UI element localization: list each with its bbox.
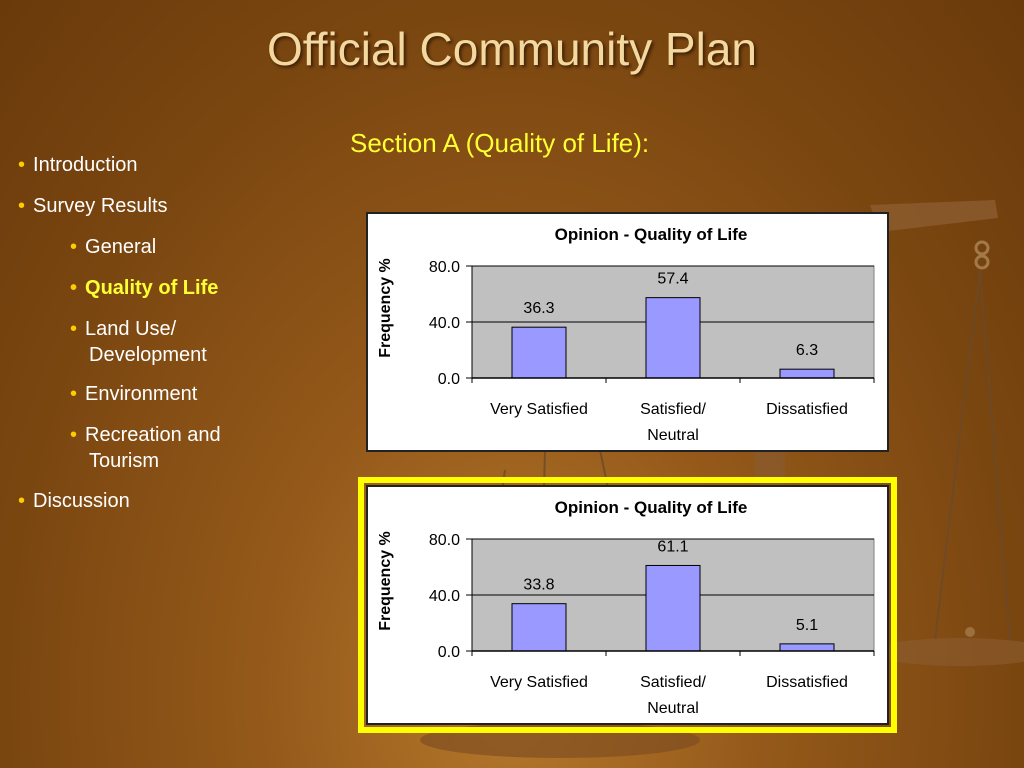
nav-item-general[interactable]: • General [70,236,157,258]
chart-title: Opinion - Quality of Life [554,225,748,244]
nav-item-environment[interactable]: • Environment [70,383,198,405]
x-category-label: Dissatisfied [766,674,848,691]
x-category-label: Satisfied/ [640,401,706,418]
y-tick-label: 0.0 [437,644,460,661]
section-subtitle: Section A (Quality of Life): [350,128,650,158]
bar-value-label: 6.3 [795,342,819,360]
bullet-icon: • [18,490,26,512]
bar [512,604,566,651]
chart-quality-of-life-2 [366,485,889,725]
bullet-icon: • [18,195,26,217]
bar [780,644,834,651]
bar-value-label: 57.4 [657,270,689,288]
bar-value-label: 33.8 [523,576,555,594]
bullet-icon: • [70,318,78,340]
nav-item-recreation[interactable]: • Recreation and [70,424,221,446]
x-category-label: Satisfied/ [640,674,706,691]
bar [780,369,834,378]
bullet-icon: • [18,154,26,176]
chart-quality-of-life-1 [366,212,889,452]
chart-svg [368,487,887,723]
bullet-icon: • [70,236,78,258]
bar [646,298,700,378]
x-category-label: Very Satisfied [490,674,588,691]
y-tick-label: 40.0 [428,315,460,332]
y-tick-label: 80.0 [428,259,460,276]
x-category-label: Dissatisfied [766,401,848,418]
nav-item-recreation-continuation[interactable]: Tourism [89,450,160,472]
bar [512,327,566,378]
x-category-label: Very Satisfied [490,401,588,418]
chart-title: Opinion - Quality of Life [554,498,748,517]
y-axis-label: Frequency % [377,258,394,358]
x-category-label: Neutral [647,700,699,717]
nav-item-quality-of-life[interactable]: • Quality of Life [70,277,219,299]
y-tick-label: 80.0 [428,532,460,549]
nav-item-land-use-continuation[interactable]: Development [89,344,207,366]
y-tick-label: 40.0 [428,588,460,605]
bar-value-label: 61.1 [657,538,689,556]
x-category-label: Neutral [647,427,699,444]
slide-title: Official Community Plan [267,23,757,75]
bullet-icon: • [70,277,78,299]
bar-value-label: 36.3 [523,300,555,318]
nav-item-land-use[interactable]: • Land Use/ [70,318,177,340]
bar-value-label: 5.1 [795,616,819,634]
nav-item-survey-results[interactable]: • Survey Results [18,195,168,217]
bullet-icon: • [70,424,78,446]
nav-item-discussion[interactable]: • Discussion [18,490,130,512]
nav-item-introduction[interactable]: • Introduction [18,154,138,176]
bar [646,565,700,651]
bullet-icon: • [70,383,78,405]
y-axis-label: Frequency % [377,531,394,631]
chart-svg [368,214,887,450]
y-tick-label: 0.0 [437,371,460,388]
